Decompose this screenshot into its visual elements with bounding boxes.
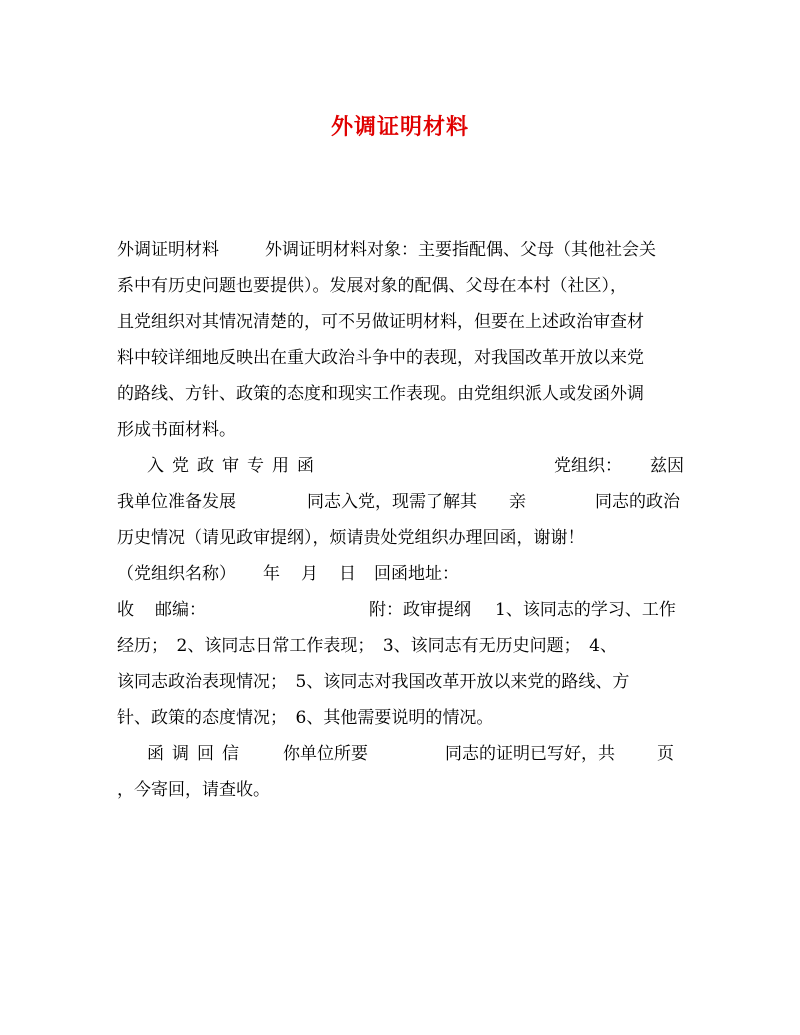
- letter-line: [117, 448, 687, 484]
- letter-line: [117, 664, 687, 700]
- reply-text: ，今寄回，请查收。: [117, 780, 270, 800]
- paragraph-line: [117, 304, 687, 340]
- reply-line: [117, 736, 687, 772]
- paragraph-text: 料中较详细地反映出在重大政治斗争中的表现，对我国改革开放以来党: [117, 348, 644, 368]
- letter-line: [117, 592, 687, 628]
- letter-line: [117, 556, 687, 592]
- paragraph-text: 系中有历史问题也要提供）。发展对象的配偶、父母在本村（社区），: [117, 276, 627, 296]
- letter-line: [117, 484, 687, 520]
- paragraph-text: 形成书面材料。: [117, 420, 236, 440]
- paragraph-text: 的路线、方针、政策的态度和现实工作表现。由党组织派人或发函外调: [117, 384, 644, 404]
- paragraph-line: [117, 340, 687, 376]
- letter-line: [117, 700, 687, 736]
- paragraph-text: 且党组织对其情况清楚的，可不另做证明材料，但要在上述政治审查材: [117, 312, 644, 332]
- letter-text: （党组织名称）: [117, 564, 236, 584]
- letter-heading: 入党政审专用函: [147, 456, 322, 476]
- letter-text: 同志入党，现需了解其: [307, 492, 477, 512]
- reply-line: [117, 772, 687, 808]
- letter-text: 兹因: [650, 456, 684, 476]
- letter-recipient: 党组织：: [554, 456, 622, 476]
- letter-text: 附：政审提纲: [369, 600, 471, 620]
- letter-text: 回函地址：: [374, 564, 459, 584]
- reply-heading: 函调回信: [147, 744, 247, 764]
- paragraph-text: 外调证明材料对象：主要指配偶、父母（其他社会关: [265, 240, 656, 260]
- letter-line: [117, 628, 687, 664]
- reply-text: 同志的证明已写好，共: [445, 744, 615, 764]
- letter-text: 1、该同志的学习、工作: [495, 600, 676, 620]
- reply-text: 你单位所要: [283, 744, 368, 764]
- letter-text: 我单位准备发展: [117, 492, 236, 512]
- paragraph-line: [117, 412, 687, 448]
- letter-text: 日: [339, 564, 356, 584]
- letter-text: 该同志政治表现情况； 5、该同志对我国改革开放以来党的路线、方: [117, 672, 630, 692]
- paragraph-lead: 外调证明材料: [117, 240, 219, 260]
- document-body: [117, 232, 687, 808]
- letter-text: 同志的政治: [595, 492, 680, 512]
- letter-text: 针、政策的态度情况； 6、其他需要说明的情况。: [117, 708, 494, 728]
- letter-text: 收: [117, 600, 134, 620]
- paragraph-line: [117, 376, 687, 412]
- letter-text: 历史情况（请见政审提纲），烦请贵处党组织办理回函，谢谢！: [117, 528, 585, 548]
- reply-text: 页: [657, 744, 674, 764]
- paragraph-line: [117, 268, 687, 304]
- letter-text: 经历； 2、该同志日常工作表现； 3、该同志有无历史问题； 4、: [117, 636, 617, 656]
- paragraph-line: [117, 232, 687, 268]
- letter-text: 亲: [509, 492, 526, 512]
- letter-text: 年: [263, 564, 280, 584]
- letter-text: 邮编：: [155, 600, 206, 620]
- letter-line: [117, 520, 687, 556]
- document-title: 外调证明材料: [330, 114, 469, 140]
- letter-text: 月: [301, 564, 318, 584]
